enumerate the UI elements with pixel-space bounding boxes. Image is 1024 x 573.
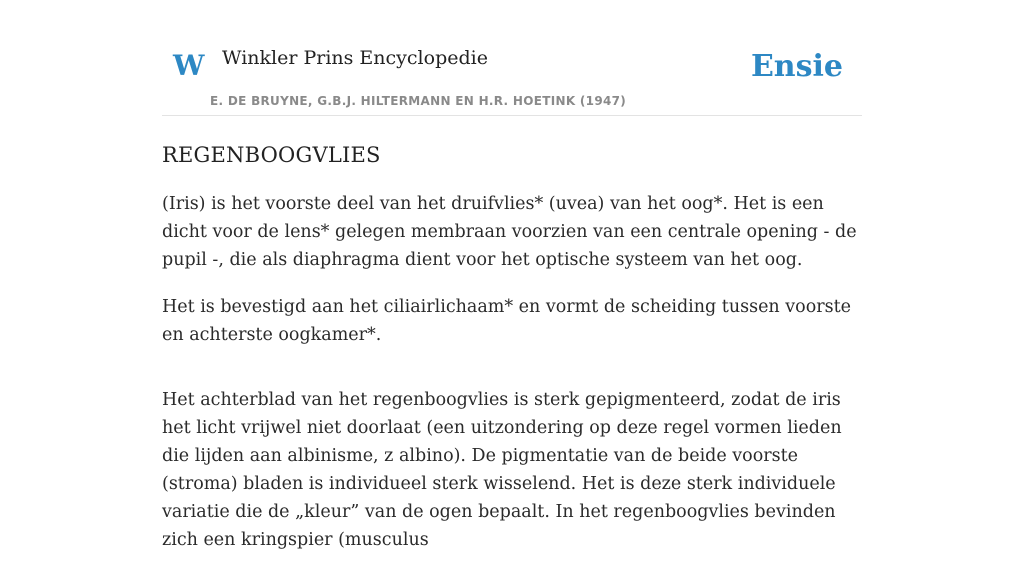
site-header — [162, 40, 862, 116]
winkler-prins-logo[interactable]: W — [173, 49, 205, 82]
ensie-logo[interactable]: Ensie — [750, 49, 843, 84]
article — [162, 140, 862, 573]
site-title[interactable]: Winkler Prins Encyclopedie — [222, 47, 488, 69]
article-paragraph: (Iris) is het voorste deel van het druifvlies* (uvea) van het oog*. Het is een dicht voor de lens* gelegen membraan voorzien van een centrale opening - de pupil -, die als diaphragma dient voor het optische systeem van het oog. — [162, 194, 857, 270]
authors-line: E. DE BRUYNE, G.B.J. HILTERMANN EN H.R. HOETINK (1947) — [210, 94, 627, 108]
article-paragraph: Het achterblad van het regenboogvlies is sterk gepigmenteerd, zodat de iris het licht vrijwel niet doorlaat (een uitzondering op deze regel vormen lieden die lijden aan albinisme, z albino). De pigmentatie van de beide voorste (stroma) bladen is individueel sterk wisselend. Het is deze sterk individuele variatie die de „kleur” van de ogen bepaalt. In het regenboogvlies bevinden zich een kringspier (musculus — [162, 390, 842, 550]
article-paragraph: Het is bevestigd aan het ciliairlichaam* en vormt de scheiding tussen voorste en achterste oogkamer*. — [162, 297, 851, 345]
entry-title: REGENBOOGVLIES — [162, 143, 381, 167]
